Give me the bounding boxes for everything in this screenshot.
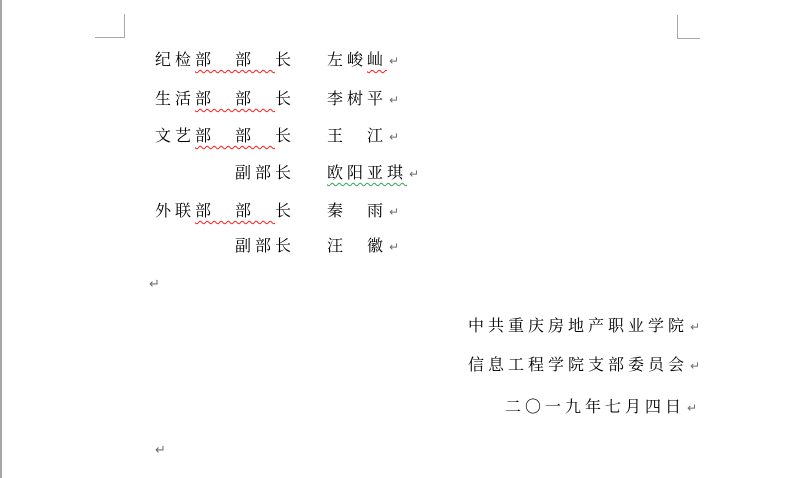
- paragraph-mark-icon: ↵: [409, 167, 420, 181]
- paragraph-mark-icon: ↵: [690, 359, 701, 373]
- roster-row: [0, 203, 796, 223]
- text-boundary-corner-top-left: [95, 14, 125, 38]
- paragraph-mark-icon: ↵: [687, 401, 698, 415]
- paragraph-mark-icon: ↵: [389, 93, 400, 107]
- paragraph-mark-icon: ↵: [389, 130, 400, 144]
- roster-row: [0, 128, 796, 148]
- roster-row: [0, 238, 796, 258]
- paragraph-mark-icon: ↵: [690, 320, 701, 334]
- roster-row: [0, 91, 796, 111]
- roster-name-text[interactable]: 秦 雨 ↵: [327, 203, 400, 220]
- spellcheck-underline-red: 部 部: [195, 91, 276, 108]
- spellcheck-underline-red: 部 部: [195, 52, 276, 69]
- paragraph-mark-icon: ↵: [389, 54, 400, 68]
- grammar-underline-green: 欧阳亚琪: [327, 165, 408, 182]
- closing-date-line[interactable]: [505, 399, 697, 417]
- text-boundary-corner-top-right: [677, 15, 700, 39]
- roster-row: [0, 165, 796, 185]
- closing-org-line-2[interactable]: [468, 357, 700, 375]
- roster-title-text[interactable]: 外联部 部 长: [155, 203, 296, 220]
- roster-title-text[interactable]: 纪检部 部 长: [155, 52, 296, 69]
- spellcheck-underline-red: 部 部: [195, 128, 276, 145]
- roster-title-text[interactable]: 副部长: [235, 165, 296, 182]
- spellcheck-underline-red: 屾: [367, 52, 388, 69]
- roster-title-text[interactable]: 生活部 部 长: [155, 91, 296, 108]
- spellcheck-underline-red: 部 部: [195, 203, 276, 220]
- paragraph-mark-icon: ↵: [389, 240, 400, 254]
- paragraph-mark-icon: ↵: [155, 443, 166, 458]
- roster-name-text[interactable]: 王 江 ↵: [327, 128, 400, 145]
- closing-date-line-text: 二〇一九年七月四日: [505, 399, 686, 416]
- roster-name-text[interactable]: 左峻屾 ↵: [327, 52, 400, 69]
- paragraph-mark-icon: ↵: [389, 205, 400, 219]
- closing-org-line-2-text: 信息工程学院支部委员会: [468, 357, 689, 374]
- roster-name-text[interactable]: [327, 165, 419, 183]
- roster-name-text[interactable]: 汪 徽 ↵: [327, 238, 400, 255]
- roster-row: [0, 52, 796, 72]
- closing-org-line-1[interactable]: [468, 318, 700, 336]
- paragraph-mark-icon: ↵: [149, 277, 160, 292]
- roster-title-text[interactable]: 文艺部 部 长: [155, 128, 296, 145]
- roster-title-text[interactable]: 副部长: [235, 238, 296, 255]
- roster-name-text[interactable]: 李树平 ↵: [327, 91, 400, 108]
- closing-org-line-1-text: 中共重庆房地产职业学院: [468, 318, 689, 335]
